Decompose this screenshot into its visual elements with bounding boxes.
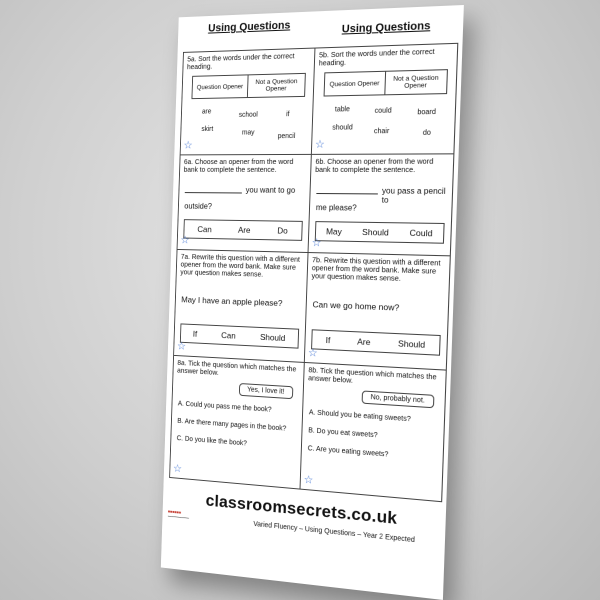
word: should: [332, 124, 353, 132]
star-outline-icon: ☆: [172, 462, 183, 476]
answer-blank[interactable]: [316, 193, 378, 194]
sentence-part: me please?: [315, 203, 357, 213]
sort-heading-opener: Question Opener: [325, 72, 386, 96]
star-outline-icon: ☆: [180, 234, 190, 247]
word-bank-option: If: [192, 328, 198, 339]
answer-blank[interactable]: [185, 192, 242, 193]
word: could: [374, 107, 392, 115]
question-8a-text: 8a. Tick the question which matches the answer below.: [177, 358, 297, 377]
question-8a: [170, 356, 304, 489]
question-7a-text: 7a. Rewrite this question with a different opener from the word bank. Make sure your question makes sense.: [180, 251, 301, 279]
rewrite-question: May I have an apple please?: [181, 294, 283, 309]
star-outline-icon: ☆: [311, 237, 322, 250]
option-c[interactable]: C. Are you eating sweets?: [307, 445, 389, 459]
word-bank-7b: [311, 329, 441, 355]
sentence-part: outside?: [184, 201, 213, 211]
question-6a-text: 6a. Choose an opener from the word bank to complete the sentence.: [183, 156, 294, 174]
option-b[interactable]: B. Are there many pages in the book?: [177, 417, 287, 433]
word-bank-option: Could: [409, 227, 433, 239]
word-bank-option: Should: [361, 226, 389, 238]
star-outline-icon: ☆: [314, 138, 325, 151]
word-bank-option: Do: [277, 225, 288, 236]
question-grid: [169, 19, 458, 502]
worksheet-subtitle: Varied Fluency – Using Questions – Year 2 Expected: [253, 520, 415, 545]
option-a[interactable]: A. Should you be eating sweets?: [308, 409, 411, 424]
sort-heading-not-opener: Not a Question Opener: [255, 78, 298, 93]
question-5a-text: 5a. Sort the words under the correct heading.: [186, 51, 295, 72]
word-bank-6b: [315, 221, 445, 244]
answer-speech-bubble: Yes, I love it!: [238, 383, 293, 399]
option-a[interactable]: A. Could you pass me the book?: [177, 400, 272, 414]
word-bank-option: Should: [397, 338, 426, 350]
word: school: [238, 111, 258, 119]
sort-heading-opener: Question Opener: [192, 75, 248, 98]
word-bank-option: Can: [220, 330, 236, 341]
question-5b: [312, 44, 457, 155]
worksheet-footer: [161, 481, 446, 600]
word-bank-option: If: [325, 334, 331, 346]
word: table: [334, 106, 351, 114]
worksheet: [161, 5, 464, 600]
word-bank-6a: [183, 219, 303, 241]
sentence-part: you want to go: [245, 185, 296, 195]
sort-heading-not-opener: Not a Question Opener: [393, 74, 439, 90]
column-b: [301, 19, 458, 501]
sentence-part: you pass a pencil to: [381, 186, 446, 205]
word-bank-option: Are: [237, 224, 251, 235]
question-5b-text: 5b. Sort the words under the correct heading.: [318, 46, 435, 68]
word-bank-option: May: [325, 226, 343, 237]
rewrite-question: Can we go home now?: [312, 299, 400, 313]
option-b[interactable]: B. Do you eat sweets?: [308, 427, 378, 440]
worksheet-title-a: Using Questions: [208, 19, 291, 35]
star-outline-icon: ☆: [303, 473, 314, 487]
question-5a: [181, 49, 315, 156]
word-bank-option: Can: [197, 224, 212, 235]
word: are: [201, 108, 212, 116]
question-6b-text: 6b. Choose an opener from the word bank to complete the sentence.: [315, 156, 434, 175]
copyright-text: ━━━━━━━━━━━: [167, 514, 189, 521]
question-7a: [174, 250, 308, 363]
brand-logo: ■■■■■■: [167, 508, 182, 515]
word-bank-option: Should: [259, 331, 286, 344]
star-outline-icon: ☆: [183, 139, 193, 152]
question-6a: [177, 155, 310, 253]
word: board: [417, 108, 437, 117]
question-7b: [305, 253, 450, 371]
sort-table-5b: [324, 69, 448, 96]
star-outline-icon: ☆: [176, 340, 187, 353]
sort-table-5a: [191, 73, 305, 99]
column-a: [170, 19, 315, 489]
word: skirt: [201, 126, 214, 133]
brand-url: classroomsecrets.co.uk: [205, 490, 398, 528]
word: pencil: [277, 133, 296, 141]
question-7b-text: 7b. Rewrite this question with a different opener from the word bank. Make sure your question makes sense.: [311, 255, 441, 283]
word: if: [286, 111, 290, 119]
question-6b: [308, 154, 453, 256]
word-bank-7a: [180, 323, 299, 348]
star-outline-icon: ☆: [307, 347, 318, 360]
answer-speech-bubble: No, probably not.: [361, 390, 434, 408]
question-8b: [301, 363, 446, 501]
question-8b-text: 8b. Tick the question which matches the answer below.: [308, 365, 437, 385]
word: may: [241, 129, 255, 137]
word: do: [422, 129, 432, 137]
worksheet-title-b: Using Questions: [341, 19, 431, 36]
option-c[interactable]: C. Do you like the book?: [176, 435, 247, 448]
word: chair: [373, 127, 390, 136]
word-bank-option: Are: [357, 336, 371, 348]
